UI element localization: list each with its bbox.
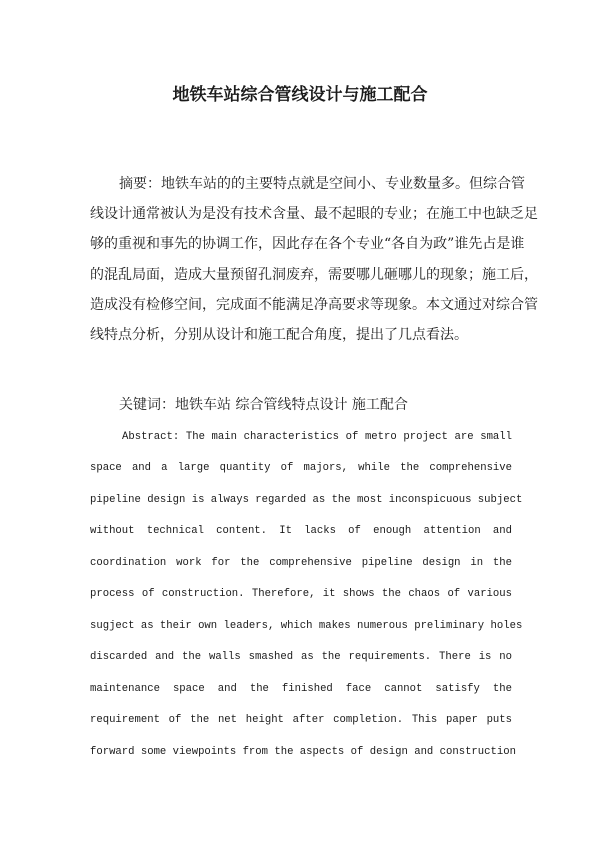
abstract-en-line: process of construction. Therefore, it shows the chaos of various bbox=[90, 588, 512, 600]
abstract-en-line: pipeline design is always regarded as the most inconspicuous subject bbox=[90, 494, 523, 506]
abstract-en-line: discarded and the walls smashed as the requirements. There is no bbox=[90, 651, 512, 663]
abstract-en-line: forward some viewpoints from the aspects of design and construction bbox=[90, 746, 516, 758]
abstract-zh-line: 够的重视和事先的协调工作，因此存在各个专业“各自为政”谁先占是谁 bbox=[90, 236, 525, 252]
abstract-zh-line: 摘要：地铁车站的的主要特点就是空间小、专业数量多。但综合管 bbox=[119, 176, 525, 192]
document-title: 地铁车站综合管线设计与施工配合 bbox=[172, 85, 428, 105]
abstract-en-line: Abstract: The main characteristics of metro project are small bbox=[122, 431, 512, 443]
abstract-en-line: space and a large quantity of majors, while the comprehensive bbox=[90, 462, 512, 474]
abstract-zh-line: 线设计通常被认为是没有技术含量、最不起眼的专业；在施工中也缺乏足 bbox=[90, 206, 538, 222]
abstract-en-line: coordination work for the comprehensive pipeline design in the bbox=[90, 557, 512, 569]
abstract-zh-line: 线特点分析，分别从设计和施工配合角度，提出了几点看法。 bbox=[90, 327, 468, 343]
abstract-en-line: without technical content. It lacks of enough attention and bbox=[90, 525, 512, 537]
abstract-en-line: maintenance space and the finished face cannot satisfy the bbox=[90, 683, 512, 695]
abstract-en-line: sugject as their own leaders, which makes numerous preliminary holes bbox=[90, 620, 523, 632]
keywords: 关键词：地铁车站 综合管线特点设计 施工配合 bbox=[119, 397, 408, 413]
abstract-zh-line: 造成没有检修空间，完成面不能满足净高要求等现象。本文通过对综合管 bbox=[90, 297, 538, 313]
abstract-zh-line: 的混乱局面，造成大量预留孔洞废弃，需要哪儿砸哪儿的现象；施工后， bbox=[90, 267, 538, 283]
abstract-en-line: requirement of the net height after completion. This paper puts bbox=[90, 714, 512, 726]
